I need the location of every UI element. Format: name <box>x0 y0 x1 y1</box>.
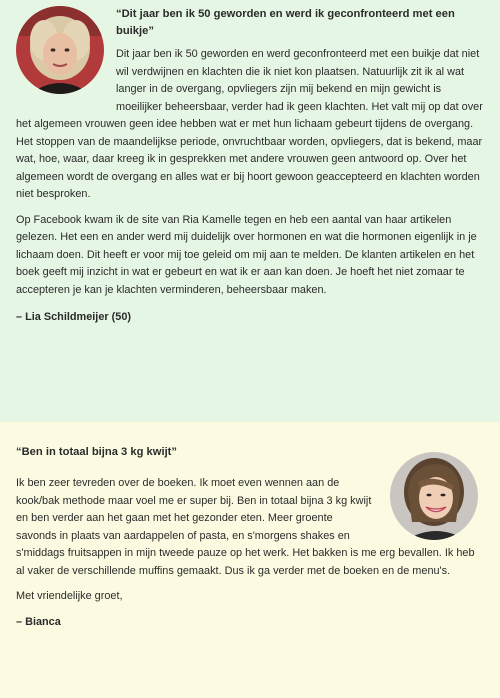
testimonial-paragraph: Met vriendelijke groet, <box>16 590 123 602</box>
testimonial-paragraph: Dit jaar ben ik 50 geworden en werd geconfronteerd met een buikje dat niet wil verdwijnen en klachten die ik niet kon plaatsen. Natuurlijk zit ik al wat langer in de overgang, opvliegers zijn mij bekend en mijn gewicht is moeilijker beheersbaar, verder had ik geen klachten. Het valt mij op dat over het algemeen vrouwen geen idee hebben wat er met hun lichaam gebeurt tijdens de overgang. Het stoppen van de maandelijkse periode, onvruchtbaar worden, opvliegers, dat is bekend, maar wat, hoe, waar, daar kreeg ik in gesprekken met andere vrouwen geen antwoord op. Over het algemeen wordt de overgang en alles wat er bij hoort gewoon geaccepteerd en klachten worden niet besproken. <box>16 48 483 200</box>
testimonial-title: “Ben in totaal bijna 3 kg kwijt” <box>16 446 178 458</box>
avatar-lia <box>16 6 104 94</box>
testimonial-signature: – Bianca <box>16 615 61 628</box>
testimonial-bianca <box>0 422 500 698</box>
portrait-woman-blonde-icon <box>16 6 104 94</box>
testimonial-signature: – Lia Schildmeijer (50) <box>16 311 132 323</box>
testimonial-paragraph: Op Facebook kwam ik de site van Ria Kamelle tegen en heb een aantal van haar artikelen gelezen. Het een en ander werd mij duidelijk over hormonen en wat die hormonen eigenlijk in je lichaam doen. Dit heeft er voor mij toe geleid om mij aan te melden. De klanten artikelen en het boek geeft mij inzicht in wat er gebeurt en wat ik er aan kan doen. Je hoeft het niet zomaar te accepteren je kan je klachten verminderen, beheersbaar maken. <box>16 213 477 296</box>
avatar-bianca <box>390 452 478 540</box>
portrait-woman-smiling-icon <box>390 452 478 540</box>
testimonial-paragraph: Ik ben zeer tevreden over de boeken. Ik moet even wennen aan de kook/bak methode maar voel me er super bij. Ben in totaal bijna 3 kg kwijt en ben verder aan het gaan met het gezonder eten. Meer groente savonds in plaats van aardappelen of pasta, en s'morgens shakes en s'middags fruitsappen in mijn tweede pauze op het werk. Het bakken is me erg bevallen. Ik heb al vaker de verschillende muffins gemaakt. Dus ik ga verder met de boeken en de menu's. <box>16 477 475 577</box>
testimonial-title: “Dit jaar ben ik 50 geworden en werd ik geconfronteerd met een buikje” <box>116 8 455 37</box>
